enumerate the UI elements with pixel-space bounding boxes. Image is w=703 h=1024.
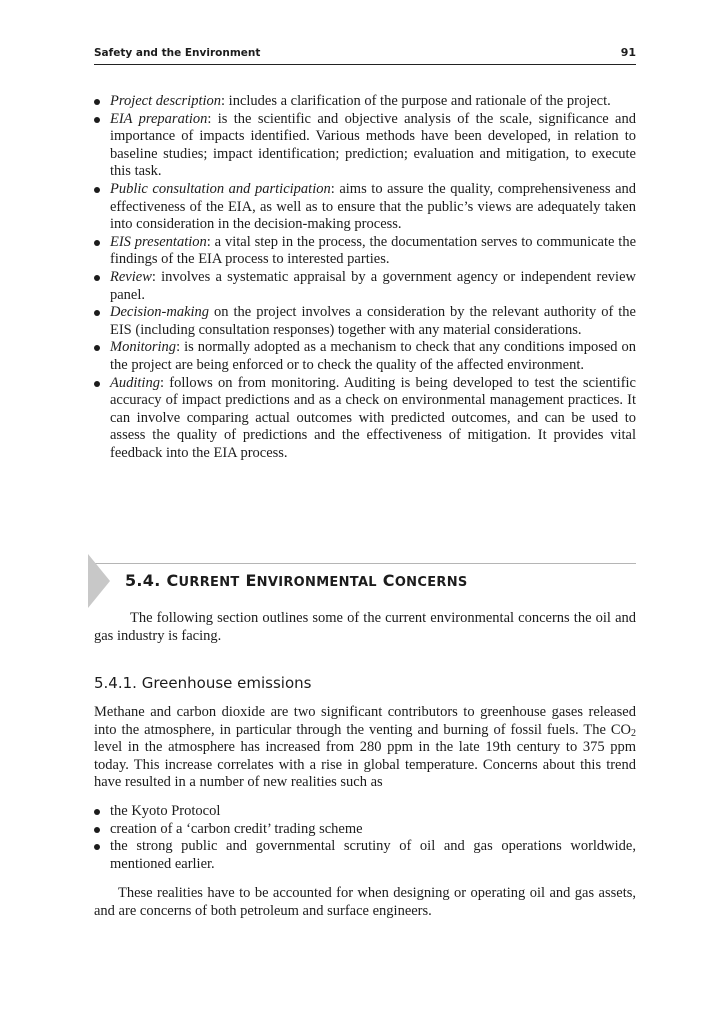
list-item <box>94 111 636 181</box>
list-item <box>94 803 636 821</box>
section-title-word: CONCERNS <box>382 571 468 590</box>
list-item-separator: : <box>159 374 164 391</box>
list-item-text: creation of a ‘carbon credit’ trading scheme <box>110 820 363 837</box>
list-item-term: Decision-making <box>110 304 210 321</box>
list-item-term: EIA preparation <box>110 110 208 127</box>
running-header <box>94 46 636 65</box>
chevron-right-icon <box>88 554 110 608</box>
section-rule <box>94 563 636 564</box>
bullet-icon <box>94 99 100 105</box>
realities-list <box>94 803 636 873</box>
list-item <box>94 838 636 873</box>
list-item <box>94 93 636 111</box>
list-item-separator: : <box>221 93 226 109</box>
list-item-term: Review <box>110 268 152 285</box>
bullet-icon <box>94 240 100 246</box>
list-item-text: is the scientific and objective analysis of the scale, significance and importance of impacts identified. Various methods have been developed, in relation to baseline studies; impact identification; prediction; evaluation and mitigation, to execute this task. <box>110 110 636 180</box>
list-item <box>94 821 636 839</box>
list-item-text: follows on from monitoring. Auditing is being developed to test the scientific accuracy of impact predictions and as a check on environmental management practices. It can involve comparing actual outcomes with predicted outcomes, and can be used to assess the quality of predictions and the effectiveness of mitigation. It provides vital feedback into the EIA process. <box>110 374 636 461</box>
list-item-term: Auditing <box>110 374 160 391</box>
subsection-title: Greenhouse emissions <box>141 674 312 692</box>
list-item <box>94 269 636 304</box>
list-item-separator: : <box>176 339 181 356</box>
list-item-text: includes a clarification of the purpose and rationale of the project. <box>225 93 611 109</box>
eia-steps-list <box>94 93 636 462</box>
list-item-text: the Kyoto Protocol <box>110 803 221 819</box>
bullet-icon <box>94 345 100 351</box>
bullet-icon <box>94 187 100 193</box>
list-item <box>94 304 636 339</box>
list-item-term: Public consultation and participation <box>110 180 331 197</box>
subsection-number: 5.4.1. <box>94 674 137 692</box>
bullet-icon <box>94 310 100 316</box>
bullet-icon <box>94 827 100 833</box>
bullet-icon <box>94 381 100 387</box>
list-item-term: Monitoring <box>110 339 177 356</box>
section-intro: The following section outlines some of the current environmental concerns the oil and gas industry is facing. <box>94 610 636 644</box>
list-item-text: aims to assure the quality, comprehensiveness and effectiveness of the EIA, as well as to ensure that the public’s views are adequately taken into consideration in the decision-making process. <box>110 180 637 233</box>
section-title-word: CURRENT <box>166 571 240 590</box>
list-item-separator: : <box>151 268 156 285</box>
section-heading <box>88 554 636 608</box>
list-item-separator: : <box>207 110 212 127</box>
list-item <box>94 234 636 269</box>
section-title <box>125 571 468 590</box>
list-item-text: involves a systematic appraisal by a government agency or independent review panel. <box>110 268 636 303</box>
list-item-text: is normally adopted as a mechanism to check that any conditions imposed on the project are being enforced or to check the quality of the affected environment. <box>110 339 636 373</box>
bullet-icon <box>94 275 100 281</box>
list-item-term: Project description <box>110 93 222 109</box>
section-title-word: ENVIRONMENTAL <box>245 571 377 590</box>
list-item-text: the strong public and governmental scrutiny of oil and gas operations worldwide, mentioned earlier. <box>110 838 636 872</box>
section-number: 5.4. <box>125 571 161 590</box>
bullet-icon <box>94 844 100 850</box>
subsection-heading <box>94 674 311 692</box>
list-item <box>94 181 636 234</box>
list-item-term: EIS presentation <box>110 233 207 250</box>
list-item <box>94 375 636 463</box>
running-title: Safety and the Environment <box>94 47 261 59</box>
list-item-text: on the project involves a consideration by the relevant authority of the EIS (including consultation responses) together with any material considerations. <box>110 304 636 338</box>
paragraph: These realities have to be accounted for when designing or operating oil and gas assets, and are concerns of both petroleum and surface engineers. <box>94 885 636 919</box>
list-item-separator: : <box>330 180 335 197</box>
page-number: 91 <box>620 46 636 59</box>
paragraph: Methane and carbon dioxide are two significant contributors to greenhouse gases released into the atmosphere, in particular through the venting and burning of fossil fuels. The $CO_2$ level in the atmosphere has increased from 280 ppm in the late 19th century to 375 ppm today. This increase correlates with a rise in global temperature. Concerns about this trend have resulted in a number of new realities such as <box>94 704 636 791</box>
list-item-text: a vital step in the process, the documentation serves to communicate the findings of the EIA process to interested parties. <box>110 233 637 268</box>
bullet-icon <box>94 117 100 123</box>
list-item <box>94 339 636 374</box>
bullet-icon <box>94 809 100 815</box>
subscript: 2 <box>631 727 636 739</box>
list-item-separator: : <box>206 233 211 250</box>
